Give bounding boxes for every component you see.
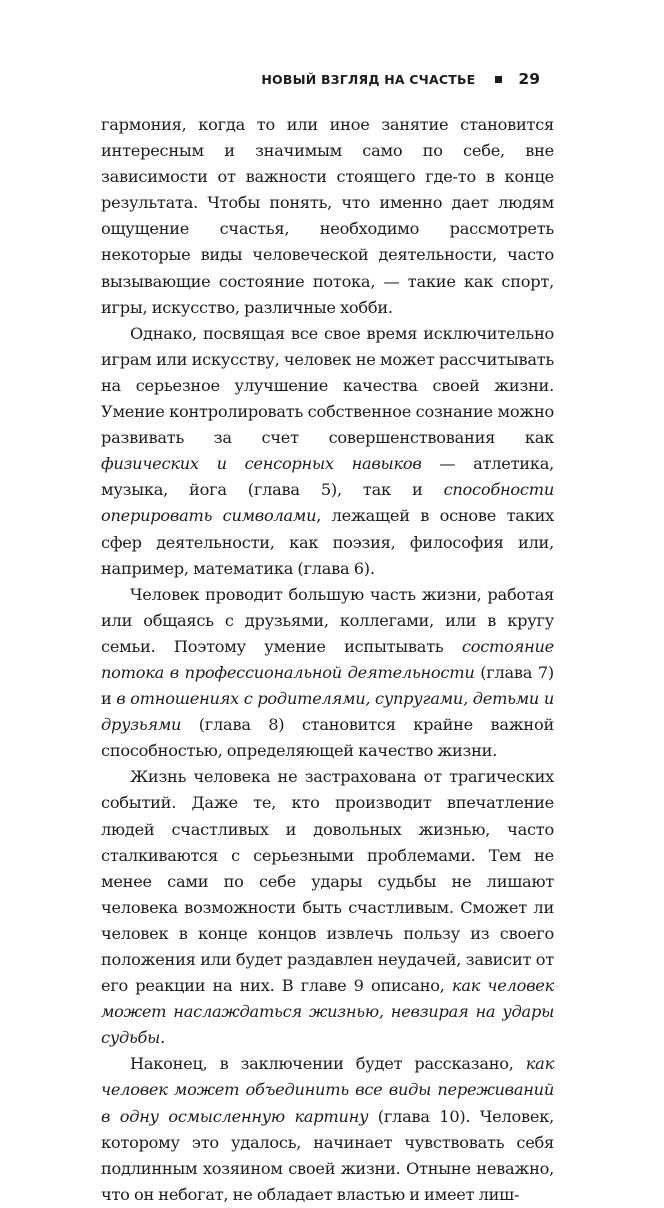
text-run: (глава 10). Человек, которому это удалось, начинает чувствовать себя подлинным хозяином своей жизни. Отныне неважно, что он небогат, не обладает властью и имеет лиш- [101, 1106, 554, 1204]
text-run: Человек проводит большую часть жизни, работая или общаясь с друзьями, коллегами, или в кругу семьи. Поэтому умение испытывать [101, 584, 554, 656]
running-header [261, 70, 540, 88]
running-title: НОВЫЙ ВЗГЛЯД НА СЧАСТЬЕ [261, 71, 476, 87]
text-run: — атлетика, музыка, йога (глава 5), так и [101, 454, 555, 500]
text-run: Наконец, в заключении будет рассказано, [130, 1054, 526, 1074]
italic-phrase: в отношениях с родителями, супругами, детьми и друзьями [101, 689, 554, 735]
text-run: гармония, когда то или иное занятие становится интересным и значимым само по себе, вне зависимости от важности стоящего где-то в конце результата. Чтобы понять, что именно дает людям ощущение счастья, необходимо рассмотреть некоторые виды человеческой деятельности, часто вызывающие состояние потока, — такие как спорт, игры, искусство, различные хобби. [101, 115, 554, 317]
paragraph [101, 112, 554, 321]
text-run: (глава 8) становится крайне важной способностью, определяющей качество жизни. [101, 715, 554, 761]
italic-phrase: состояние потока в профессиональной деятельности [101, 636, 554, 682]
text-run: , лежащей в основе таких сфер деятельности, как поэзия, философия или, например, математика (глава 6). [101, 506, 554, 578]
paragraph [101, 1051, 554, 1208]
text-run: . [160, 1028, 165, 1048]
italic-phrase: способности оперировать символами [101, 480, 554, 526]
paragraph [101, 321, 554, 582]
paragraph [101, 764, 554, 1051]
text-run: Однако, посвящая все свое время исключительно играм или искусству, человек не может рассчитывать на серьезное улучшение качества своей жизни. Умение контролировать собственное сознание можно развивать за счет совершенствования как [101, 323, 554, 448]
square-bullet-icon [495, 76, 502, 83]
text-run: Жизнь человека не застрахована от трагических событий. Даже те, кто производит впечатление людей счастливых и довольных жизнью, часто сталкиваются с серьезными проблемами. Тем не менее сами по себе удары судьбы не лишают человека возможности быть счастливым. Сможет ли человек в конце концов извлечь пользу из своего положения или будет раздавлен неудачей, зависит от его реакции на них. В главе 9 описано, [101, 767, 554, 996]
text-run: (глава 7) и [101, 662, 554, 709]
paragraph [101, 582, 554, 765]
italic-phrase: физических и сенсорных навыков [101, 454, 422, 474]
body-text [101, 112, 554, 1208]
italic-phrase: как человек может объединить все виды переживаний в одну осмысленную картину [101, 1054, 554, 1126]
page-number: 29 [518, 70, 540, 88]
italic-phrase: как человек может наслаждаться жизнью, невзирая на удары судьбы [101, 976, 555, 1048]
